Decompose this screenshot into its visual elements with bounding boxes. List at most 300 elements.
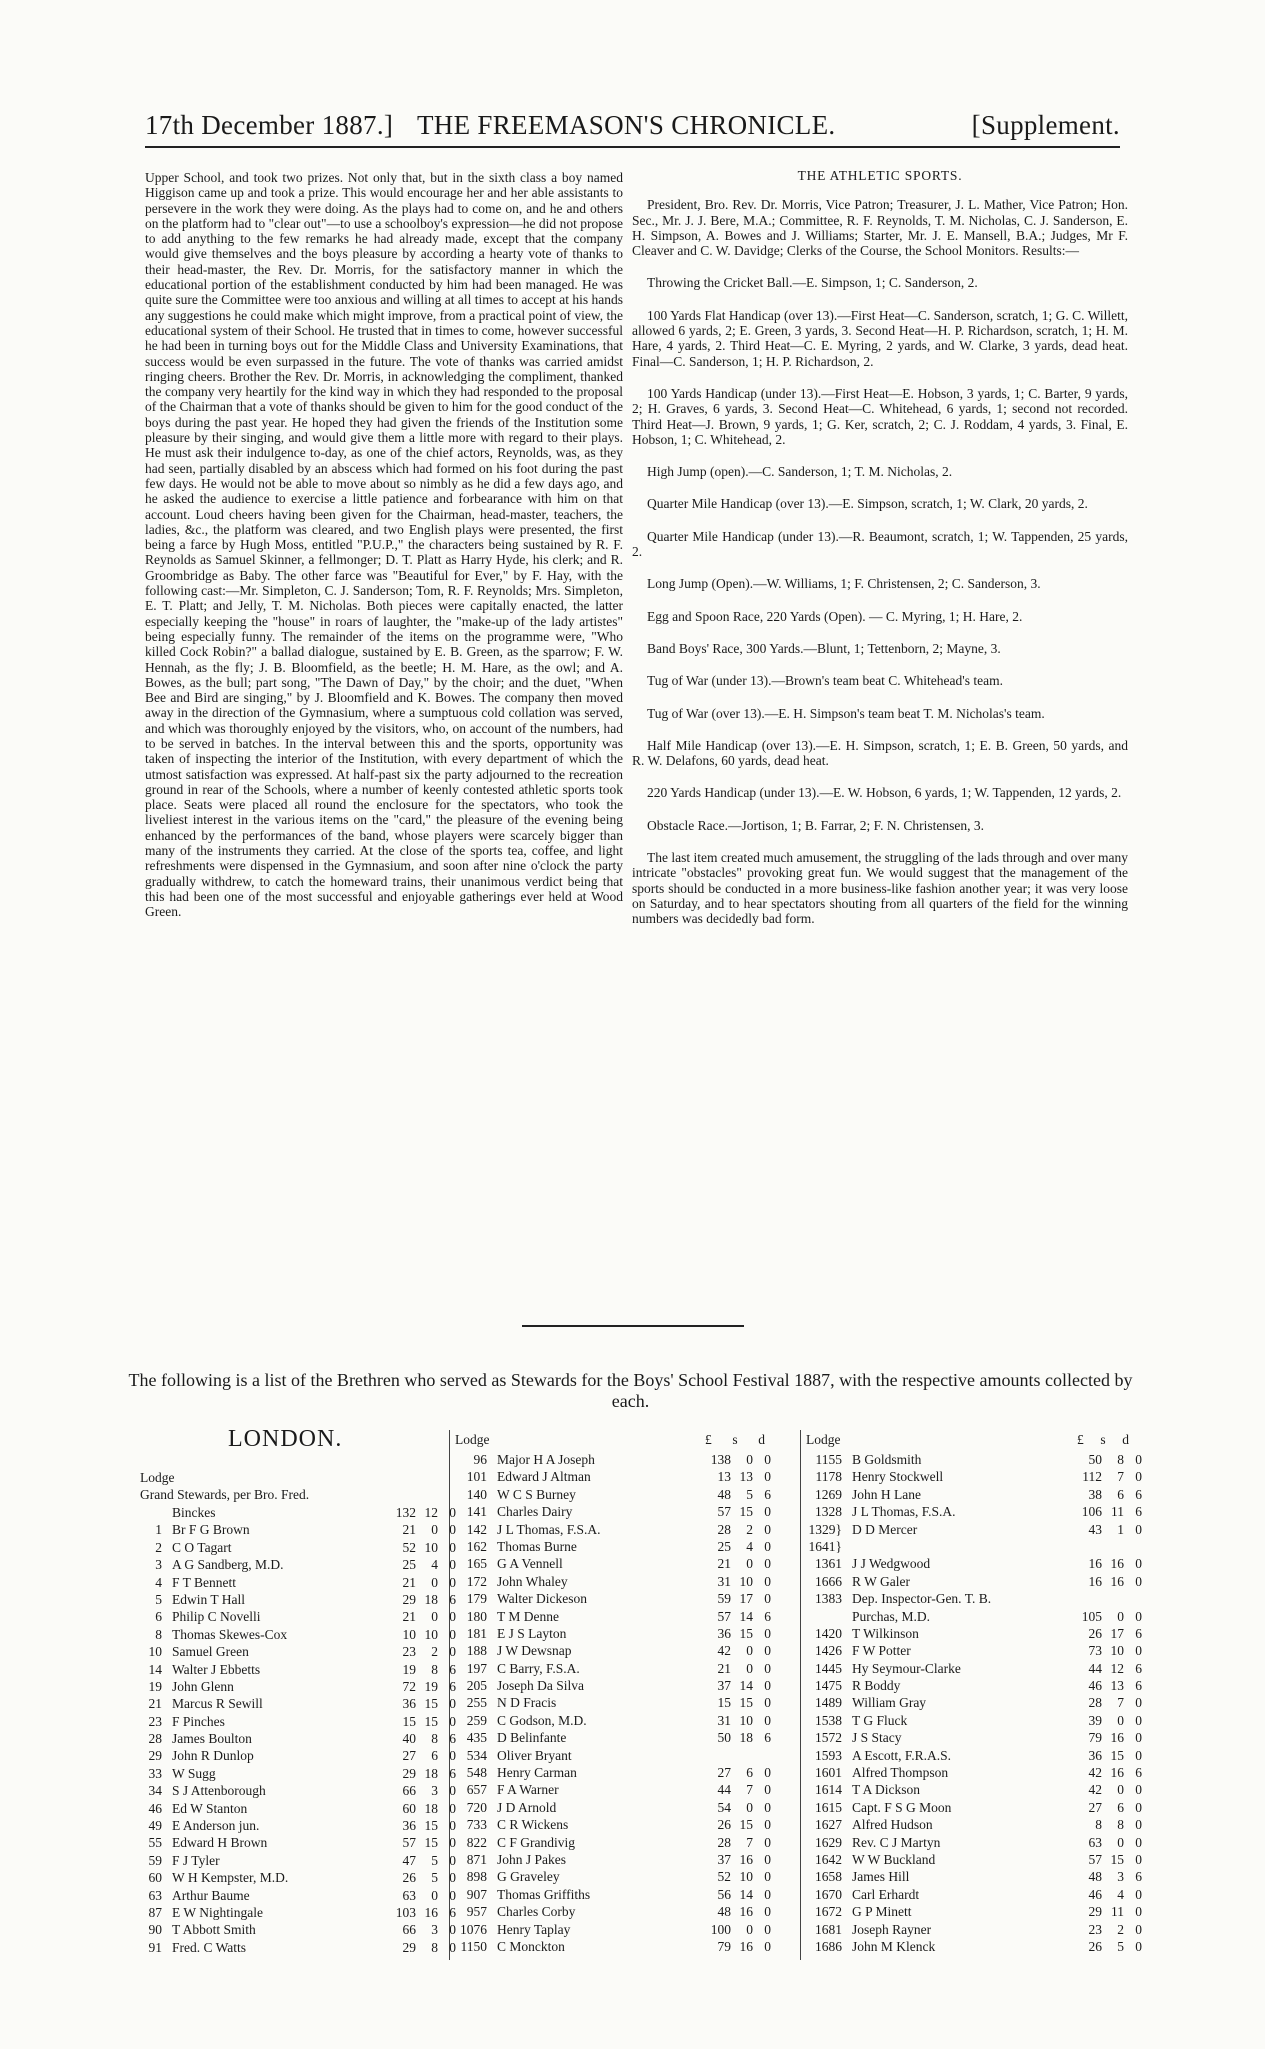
steward-name: F T Bennett [172, 1574, 237, 1590]
steward-row [806, 1747, 1142, 1764]
steward-row [806, 1799, 1142, 1816]
steward-name: C F Grandivig [497, 1834, 576, 1850]
pence: 0 [1135, 1712, 1142, 1728]
pounds: 21 [402, 1574, 416, 1590]
pounds: 19 [402, 1661, 416, 1677]
pence: 0 [1135, 1799, 1142, 1815]
pounds: 15 [402, 1713, 416, 1729]
lodge-number: 165 [466, 1556, 487, 1572]
stewards-table-3 [806, 1451, 1142, 1955]
steward-row [140, 1521, 456, 1538]
lodge-number: 1641} [808, 1538, 842, 1554]
steward-row [806, 1608, 1142, 1625]
pounds: 50 [717, 1730, 731, 1746]
steward-row [806, 1921, 1142, 1938]
steward-row [455, 1521, 771, 1538]
steward-name: Joseph Da Silva [497, 1678, 584, 1694]
shillings: 16 [1110, 1573, 1124, 1589]
steward-name: C Monckton [497, 1938, 565, 1954]
pounds: 39 [1088, 1712, 1102, 1728]
steward-name: Thomas Griffiths [497, 1886, 591, 1902]
steward-row [140, 1765, 456, 1782]
steward-row [806, 1712, 1142, 1729]
steward-name: John Whaley [497, 1573, 568, 1589]
pounds: 57 [1088, 1851, 1102, 1867]
pence: 0 [764, 1452, 771, 1467]
shillings: 2 [1117, 1921, 1124, 1937]
pounds: 56 [717, 1886, 731, 1902]
sports-paragraph: Tug of War (under 13).—Brown's team beat C. Whitehead's team. [647, 673, 1003, 689]
lodge-number: 1383 [815, 1591, 842, 1607]
pounds: 21 [402, 1609, 416, 1625]
lodge-label-3: Lodge [806, 1432, 841, 1447]
lodge-number: 205 [466, 1678, 487, 1694]
steward-row [140, 1817, 456, 1834]
steward-row [140, 1591, 456, 1608]
shillings: 0 [431, 1522, 438, 1538]
lodge-number: 1681 [815, 1921, 842, 1937]
lodge-number: 259 [466, 1712, 487, 1728]
steward-row [140, 1695, 456, 1712]
steward-name: F W Potter [852, 1643, 911, 1659]
lodge-number: 1420 [815, 1625, 842, 1641]
pounds: 37 [717, 1851, 731, 1867]
steward-row [455, 1503, 771, 1520]
pounds: 48 [717, 1486, 731, 1502]
steward-name: J W Dewsnap [497, 1643, 572, 1659]
pounds: 37 [717, 1678, 731, 1694]
pounds: 27 [1088, 1799, 1102, 1815]
pounds: 48 [717, 1904, 731, 1920]
pence: 6 [764, 1730, 771, 1746]
pence: 0 [764, 1904, 771, 1920]
pounds: 73 [1088, 1643, 1102, 1659]
pounds: 25 [402, 1557, 416, 1573]
shillings: 16 [424, 1904, 438, 1920]
shillings: 15 [1110, 1747, 1124, 1763]
shillings: 7 [1117, 1469, 1124, 1485]
shillings: 3 [431, 1783, 438, 1799]
pounds: 48 [1088, 1869, 1102, 1885]
pounds: 25 [717, 1538, 731, 1554]
steward-row [806, 1503, 1142, 1520]
pounds: 23 [402, 1644, 416, 1660]
lodge-number: 181 [466, 1625, 487, 1641]
lodge-label-2: Lodge [455, 1432, 490, 1447]
shillings: 5 [431, 1870, 438, 1886]
right-column-sports [632, 168, 1128, 944]
steward-name: W Sugg [172, 1765, 216, 1781]
steward-name: R Boddy [852, 1678, 901, 1694]
shillings: 7 [746, 1782, 753, 1798]
shillings: 17 [1110, 1625, 1124, 1641]
sports-paragraph: Long Jump (Open).—W. Williams, 1; F. Christensen, 2; C. Sanderson, 3. [647, 576, 1041, 592]
steward-name: Oliver Bryant [497, 1747, 572, 1763]
steward-name: J S Stacy [852, 1730, 902, 1746]
pounds: 29 [402, 1765, 416, 1781]
steward-name: Arthur Baume [172, 1887, 250, 1903]
lodge-number: 23 [148, 1713, 162, 1729]
steward-row [455, 1468, 771, 1485]
steward-name: Henry Carman [497, 1765, 577, 1781]
shillings: 15 [424, 1696, 438, 1712]
column-divider [800, 1430, 801, 1960]
steward-name: D Belinfante [497, 1730, 567, 1746]
pounds: 57 [717, 1608, 731, 1624]
pounds: 52 [402, 1539, 416, 1555]
pence: 0 [764, 1799, 771, 1815]
pounds: 43 [1088, 1521, 1102, 1537]
pounds: 10 [402, 1626, 416, 1642]
shillings: 15 [424, 1835, 438, 1851]
lodge-number: 8 [155, 1626, 162, 1642]
pounds: 54 [717, 1799, 731, 1815]
lodge-number: 1076 [460, 1921, 487, 1937]
lodge-number: 96 [473, 1452, 487, 1467]
steward-name: Binckes [172, 1505, 216, 1520]
pence: 0 [764, 1938, 771, 1954]
pence: 0 [449, 1939, 456, 1955]
lodge-number: 907 [466, 1886, 487, 1902]
pence: 6 [1135, 1625, 1142, 1641]
sports-paragraph: High Jump (open).—C. Sanderson, 1; T. M. Nicholas, 2. [647, 464, 953, 480]
shillings: 15 [739, 1625, 753, 1641]
lodge-number: 2 [155, 1539, 162, 1555]
lodge-number: 1615 [815, 1799, 842, 1815]
pounds: 27 [402, 1748, 416, 1764]
steward-row [806, 1625, 1142, 1642]
page-header [145, 100, 1120, 144]
shillings: 16 [1110, 1556, 1124, 1572]
shillings: 15 [424, 1818, 438, 1834]
steward-row [455, 1747, 771, 1764]
pence: 0 [449, 1626, 456, 1642]
steward-name: Edward H Brown [172, 1835, 268, 1851]
steward-name: Rev. C J Martyn [852, 1834, 941, 1850]
pence: 0 [449, 1922, 456, 1938]
steward-row [806, 1590, 1142, 1607]
steward-row [140, 1556, 456, 1573]
lodge-number: 162 [466, 1538, 487, 1554]
lodge-number: 60 [148, 1870, 162, 1886]
pounds: 15 [717, 1695, 731, 1711]
lodge-number: 141 [466, 1504, 487, 1520]
sports-paragraph: President, Bro. Rev. Dr. Morris, Vice Patron; Treasurer, J. L. Mather, Vice Patron; Hon. Sec., Mr. J. J. Bere, M.A.; Committee, R. F. Reynolds, T. M. Nicholas, C. J. Sanderson, E. H. Simpson, A. Bowes and J. Williams; Starter, Mr. J. E. Mansell, B.A.; Judges, Mr F. Cleaver and C. W. Davidge; Clerks of the Course, the School Monitors. Results:— [632, 197, 1128, 259]
steward-row [806, 1903, 1142, 1920]
lodge-number: 14 [148, 1661, 162, 1677]
steward-row [806, 1642, 1142, 1659]
pence: 0 [764, 1469, 771, 1485]
pence: 6 [764, 1608, 771, 1624]
lodge-number: 1572 [815, 1730, 842, 1746]
shillings: 18 [424, 1800, 438, 1816]
steward-name: Charles Corby [497, 1904, 576, 1920]
steward-row [140, 1852, 456, 1869]
pounds: 72 [402, 1678, 416, 1694]
steward-row [806, 1555, 1142, 1572]
lodge-number: 898 [466, 1869, 487, 1885]
lodge-number: 172 [466, 1573, 487, 1589]
pounds-header: £ [1077, 1432, 1084, 1447]
pounds: 44 [1088, 1660, 1102, 1676]
lodge-number: 21 [148, 1696, 162, 1712]
steward-row [455, 1816, 771, 1833]
pounds: 16 [1088, 1573, 1102, 1589]
pounds: 26 [1088, 1625, 1102, 1641]
sports-paragraph: The last item created much amusement, the struggling of the lads through and over many intricate "obstacles" provoking great fun. We would suggest that the management of the sports should be conducted in a more business-like fashion another year; it was very loose on Saturday, and to hear spectators shouting from all quarters of the field for the winning numbers was decidedly bad form. [632, 850, 1128, 927]
pounds: 21 [717, 1556, 731, 1572]
steward-row [140, 1713, 456, 1730]
shillings: 4 [746, 1538, 753, 1554]
lodge-number: 49 [148, 1818, 162, 1834]
pounds: 21 [717, 1660, 731, 1676]
shillings: 0 [746, 1556, 753, 1572]
steward-row [140, 1626, 456, 1643]
steward-name: J J Wedgwood [852, 1556, 931, 1572]
shillings: 0 [1117, 1712, 1124, 1728]
pence: 0 [449, 1644, 456, 1660]
pence: 0 [764, 1643, 771, 1659]
steward-name: S J Attenborough [172, 1783, 266, 1799]
pounds: 36 [717, 1625, 731, 1641]
shillings: 18 [424, 1591, 438, 1607]
steward-name: G A Vennell [497, 1556, 563, 1572]
pence: 0 [1135, 1782, 1142, 1798]
lodge-number: 91 [148, 1939, 162, 1955]
steward-name: C Barry, F.S.A. [497, 1660, 580, 1676]
shillings: 4 [431, 1557, 438, 1573]
steward-name: J L Thomas, F.S.A. [852, 1504, 956, 1520]
pence: 0 [449, 1696, 456, 1712]
steward-name: N D Fracis [497, 1695, 557, 1711]
sports-paragraph: Egg and Spoon Race, 220 Yards (Open). — C. Myring, 1; H. Hare, 2. [647, 608, 1023, 624]
lodge-number: 1629 [815, 1834, 842, 1850]
steward-row [455, 1590, 771, 1607]
pounds [1050, 1590, 1102, 1607]
steward-name: T A Dickson [852, 1782, 921, 1798]
pence: 0 [1135, 1851, 1142, 1867]
shillings: 18 [739, 1730, 753, 1746]
pounds: 47 [402, 1852, 416, 1868]
pence: 0 [1135, 1556, 1142, 1572]
lodge-number: 10 [148, 1644, 162, 1660]
pounds [673, 1747, 731, 1764]
pounds: 112 [1082, 1469, 1102, 1485]
pounds: 46 [1088, 1678, 1102, 1694]
steward-name: Thomas Skewes-Cox [172, 1626, 288, 1642]
shillings: 5 [1117, 1938, 1124, 1954]
lodge-number: 1155 [815, 1452, 842, 1467]
lodge-number: 822 [466, 1834, 487, 1850]
lodge-number: 29 [148, 1748, 162, 1764]
steward-row [806, 1851, 1142, 1868]
sports-results [632, 197, 1128, 926]
pence: 0 [1135, 1469, 1142, 1485]
pounds: 38 [1088, 1486, 1102, 1502]
lodge-number: 733 [466, 1817, 487, 1833]
shillings: 16 [1110, 1765, 1124, 1781]
lodge-number: 5 [155, 1591, 162, 1607]
lodge-number: 548 [466, 1765, 487, 1781]
pence: 0 [1135, 1904, 1142, 1920]
pence: 0 [449, 1887, 456, 1903]
pence: 6 [1135, 1660, 1142, 1676]
shillings: 0 [746, 1799, 753, 1815]
shillings: 8 [1117, 1817, 1124, 1833]
pence: 0 [764, 1660, 771, 1676]
pounds: 46 [1088, 1886, 1102, 1902]
pounds: 50 [1088, 1452, 1102, 1467]
steward-name: J L Thomas, F.S.A. [497, 1521, 601, 1537]
pounds: 16 [1088, 1556, 1102, 1572]
steward-row [806, 1538, 1142, 1555]
lodge-number: 1178 [815, 1469, 842, 1485]
steward-row [455, 1712, 771, 1729]
pounds: 27 [717, 1765, 731, 1781]
steward-name: John M Klenck [852, 1938, 936, 1954]
steward-row [806, 1886, 1142, 1903]
pence-header: d [758, 1432, 765, 1447]
steward-row [455, 1642, 771, 1659]
shillings: 5 [431, 1852, 438, 1868]
pence: 0 [449, 1800, 456, 1816]
shillings: 14 [739, 1608, 753, 1624]
pence: 0 [1135, 1921, 1142, 1937]
pounds: 79 [717, 1938, 731, 1954]
pence: 6 [1135, 1678, 1142, 1694]
pounds: 13 [717, 1469, 731, 1485]
pounds: 79 [1088, 1730, 1102, 1746]
sports-paragraph: Throwing the Cricket Ball.—E. Simpson, 1; C. Sanderson, 2. [647, 275, 978, 291]
lodge-number: 1593 [815, 1747, 842, 1763]
pounds: 36 [402, 1696, 416, 1712]
steward-name [852, 1538, 1050, 1555]
shillings: 11 [1111, 1904, 1124, 1920]
pence: 6 [449, 1731, 456, 1747]
pounds: 63 [402, 1887, 416, 1903]
lodge-number: 1329} [808, 1521, 842, 1537]
pounds: 42 [717, 1643, 731, 1659]
sports-paragraph: Quarter Mile Handicap (over 13).—E. Simpson, scratch, 1; W. Clark, 20 yards, 2. [647, 496, 1088, 512]
shillings: 13 [1110, 1678, 1124, 1694]
pence: 0 [1135, 1521, 1142, 1537]
pence: 0 [449, 1835, 456, 1851]
steward-row [806, 1764, 1142, 1781]
lodge-number: 1672 [815, 1904, 842, 1920]
steward-row [806, 1677, 1142, 1694]
lodge-number: 1328 [815, 1504, 842, 1520]
steward-row [806, 1660, 1142, 1677]
steward-name: Charles Dairy [497, 1504, 573, 1520]
steward-row [455, 1538, 771, 1555]
pounds [1050, 1538, 1102, 1555]
shillings: 10 [424, 1626, 438, 1642]
shillings: 6 [1117, 1799, 1124, 1815]
shillings: 8 [1117, 1452, 1124, 1467]
pounds: 26 [1088, 1938, 1102, 1954]
steward-row [455, 1660, 771, 1677]
lodge-number: 1642 [815, 1851, 842, 1867]
shillings: 6 [431, 1748, 438, 1764]
sports-paragraph: Tug of War (over 13).—E. H. Simpson's team beat T. M. Nicholas's team. [647, 705, 1045, 721]
lodge-label: Lodge [140, 1470, 175, 1485]
pence: 0 [449, 1852, 456, 1868]
steward-name: D D Mercer [852, 1521, 918, 1537]
pence [1124, 1590, 1142, 1607]
sports-paragraph: Half Mile Handicap (over 13).—E. H. Simpson, scratch, 1; E. B. Green, 50 yards, and R. W. Delafons, 60 yards, dead heat. [632, 737, 1128, 769]
sports-heading: THE ATHLETIC SPORTS. [797, 168, 963, 183]
lodge-number: 1475 [815, 1678, 842, 1694]
pence: 0 [764, 1817, 771, 1833]
steward-row [140, 1747, 456, 1764]
steward-row [140, 1539, 456, 1556]
shillings: 0 [1117, 1608, 1124, 1624]
currency-header-2 [705, 1432, 765, 1448]
steward-row [806, 1834, 1142, 1851]
shillings: 15 [739, 1504, 753, 1520]
lodge-number: 3 [155, 1557, 162, 1573]
steward-row [455, 1781, 771, 1798]
steward-name: Ed W Stanton [172, 1800, 248, 1816]
pence: 0 [1135, 1573, 1142, 1589]
lodge-number: 1150 [460, 1938, 487, 1954]
steward-name: Carl Erhardt [852, 1886, 920, 1902]
lodge-number: 1 [155, 1522, 162, 1538]
steward-row [455, 1608, 771, 1625]
shillings: 0 [431, 1609, 438, 1625]
shillings: 6 [1117, 1486, 1124, 1502]
steward-name: Walter Dickeson [497, 1591, 588, 1607]
lodge-number: 180 [466, 1608, 487, 1624]
pounds: 31 [717, 1573, 731, 1589]
steward-name: Alfred Hudson [852, 1817, 933, 1833]
shillings-header: s [1100, 1432, 1106, 1447]
pounds: 36 [402, 1818, 416, 1834]
pence: 0 [764, 1538, 771, 1554]
pence: 0 [449, 1574, 456, 1590]
steward-name: Hy Seymour-Clarke [852, 1660, 961, 1676]
pounds: 26 [717, 1817, 731, 1833]
pence: 0 [449, 1557, 456, 1573]
grand-stewards-label: Grand Stewards, per Bro. Fred. [140, 1487, 310, 1502]
pence: 6 [1135, 1504, 1142, 1520]
lodge-number: 28 [148, 1731, 162, 1747]
shillings: 0 [1117, 1782, 1124, 1798]
article-paragraph: Upper School, and took two prizes. Not only that, but in the sixth class a boy named Higgison came up and took a prize. This would encourage her and her able assistants to persevere in the work they were doing. As the plays had to come on, and he and others on the platform had to "clear out"—to use a schoolboy's expression—he did not propose to add anything to the few remarks he had already made, except that the company would give themselves and the boys pleasure by according a hearty vote of thanks to their head-master, the Rev. Dr. Morris, for the satisfactory manner in which the educational portion of the establishment conducted by him had been managed. He was quite sure the Committee were too anxious and willing at all times to accept at his hands any suggestions he could make which might improve, from a practical point of view, the educational system of their School. He trusted that in times to come, however successful he had been in turning boys out for the Middle Class and University Examinations, that success would be even surpassed in the future. The vote of thanks was carried amidst ringing cheers. Brother the Rev. Dr. Morris, in acknowledging the compliment, thanked the company very heartily for the kind way in which they had responded to the proposal of the Chairman that a vote of thanks should be given to him for the good conduct of the boys during the past year. He hoped they had given the friends of the Institution some pleasure by their singing, and would give them a little more with regard to their plays. He must ask their indulgence to-day, as one of the chief actors, Reynolds, was, as they had seen, partially disabled by an abscess which had formed on his foot during the past few days. He would not be able to move about so nimbly as he did a few days ago, and he asked the audience to exercise a little patience and forbearance with him on that account. Loud cheers having been given for the Chairman, head-master, teachers, the ladies, &c., the platform was cleared, and two English plays were presented, the first being a farce by Hugh Moss, entitled "P.U.P.," the characters being sustained by R. F. Reynolds as Samuel Skinner, a fellmonger; D. T. Platt as Harry Hyde, his clerk; and R. Groombridge as Baby. The other farce was "Beautiful for Ever," by F. Hay, with the following cast:—Mr. Simpleton, C. J. Sanderson; Tom, R. F. Reynolds; Mrs. Simpleton, E. T. Platt; and Jelly, T. M. Nicholas. Both pieces were capitally enacted, the latter especially keeping the "house" in roars of laughter, the "make-up of the lady artistes" being especially funny. The remainder of the items on the programme were, "Who killed Cock Robin?" a ballad dialogue, sustained by E. B. Green, as the sparrow; F. W. Hennah, as the fly; J. B. Bloomfield, as the beetle; H. M. Hare, as the owl; and A. Bowes, as the bull; part song, "The Dawn of Day," by the choir; and the duet, "When Bee and Bird are singing," by J. Bloomfield and K. Bowes. The company then moved away in the direction of the Gymnasium, where a sumptuous cold collation was served, and which was thoroughly enjoyed by the visitors, who, on account of the numbers, had to be served in batches. In the interval between this and the sports, opportunity was taken of inspecting the interior of the Institution, with every department of which the utmost satisfaction was expressed. At half-past six the party adjourned to the recreation ground in rear of the Schools, where a number of keenly contested athletic sports took place. Seats were placed all round the enclosure for the spectators, who took the liveliest interest in the various items on the "card," the pleasure of the evening being enhanced by the performances of the band, whose players were scarcely bigger than many of the instruments they carried. At the close of the sports tea, coffee, and light refreshments were dispensed in the Gymnasium, and soon after nine o'clock the party gradually withdrew, to catch the homeward trains, their unanimous verdict being that this had been one of the most successful and enjoyable gatherings ever held at Wood Green. [145, 170, 624, 920]
steward-name: Dep. Inspector-Gen. T. B. [852, 1591, 992, 1607]
pence: 0 [764, 1921, 771, 1937]
steward-row [455, 1834, 771, 1851]
steward-row [140, 1504, 456, 1521]
steward-row [140, 1678, 456, 1695]
shillings: 0 [746, 1643, 753, 1659]
steward-row [140, 1834, 456, 1851]
pence: 0 [1135, 1938, 1142, 1954]
pounds: 132 [395, 1505, 416, 1520]
steward-name: Edwin T Hall [172, 1591, 245, 1607]
shillings: 0 [746, 1452, 753, 1467]
lodge-number: 1538 [815, 1712, 842, 1728]
lodge-number: 188 [466, 1643, 487, 1659]
currency-header-3 [1077, 1432, 1129, 1448]
shillings: 16 [739, 1938, 753, 1954]
shillings: 19 [424, 1678, 438, 1694]
sports-paragraph: Obstacle Race.—Jortison, 1; B. Farrar, 2; F. N. Christensen, 3. [647, 817, 984, 833]
steward-row [806, 1816, 1142, 1833]
steward-name: C O Tagart [172, 1539, 232, 1555]
lodge-number: 6 [155, 1609, 162, 1625]
steward-name: John Glenn [172, 1678, 234, 1694]
